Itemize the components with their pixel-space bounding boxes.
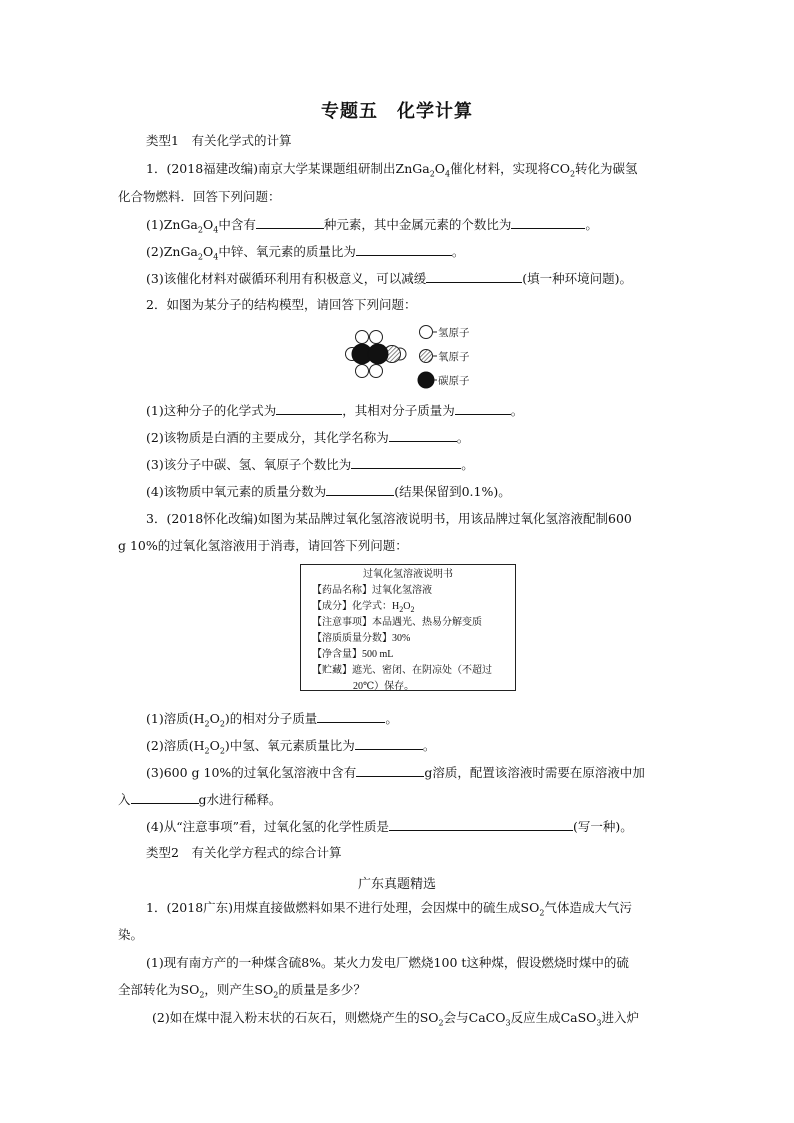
- instruction-line: 【贮藏】遮光、密闭、在阴凉处（不超过: [312, 665, 492, 676]
- answer-blank[interactable]: [389, 818, 573, 831]
- molecule-figure: [340, 318, 510, 390]
- t2-q1-stem-line2: 染。: [118, 927, 144, 942]
- q3-part1: (1)溶质$(H_2O_2)$的相对分子质量 。: [146, 711, 398, 729]
- page-title: 专题五 化学计算: [321, 101, 473, 122]
- instruction-title: 过氧化氢溶液说明书: [363, 569, 453, 580]
- answer-blank[interactable]: [276, 402, 342, 415]
- q1-part1: $(1)ZnGa_2O_4$中含有 种元素，其中金属元素的个数比为 。: [146, 217, 598, 235]
- instruction-line: 【净含量】500 mL: [312, 649, 394, 660]
- answer-blank[interactable]: [355, 737, 423, 750]
- t2-q1-stem-line1: 1．(2018广东)用煤直接做燃料如果不进行处理，会因煤中的硫生成$SO_2$气体造成大气污: [146, 900, 632, 918]
- instruction-line: 【注意事项】本品遇光、热易分解变质: [312, 617, 482, 628]
- subheading-guangdong: 广东真题精选: [357, 877, 436, 892]
- q3-part2: (2)溶质$(H_2O_2)$中氢、氧元素质量比为 。: [146, 738, 436, 756]
- q3-part3-line2: 入 g水进行稀释。: [118, 792, 282, 807]
- q3-part4: (4)从“注意事项”看，过氧化氢的化学性质是 (写一种)。: [146, 819, 633, 834]
- answer-blank[interactable]: [356, 243, 452, 256]
- instruction-line: 【药品名称】过氧化氢溶液: [312, 585, 432, 596]
- answer-blank[interactable]: [131, 791, 199, 804]
- legend-carbon-icon: [418, 372, 434, 388]
- q2-part2: (2)该物质是白酒的主要成分，其化学名称为 。: [146, 430, 470, 445]
- hydrogen-atom: [356, 331, 369, 344]
- answer-blank[interactable]: [356, 764, 424, 777]
- q3-stem-line1: 3．(2018怀化改编)如图为某品牌过氧化氢溶液说明书，用该品牌过氧化氢溶液配制600: [146, 511, 632, 526]
- q3-stem-line2: g 10%的过氧化氢溶液用于消毒，请回答下列问题：: [118, 538, 408, 553]
- legend-oxygen-icon: [420, 350, 433, 363]
- t2-q1-part1-line1: (1)现有南方产的一种煤含硫8%。某火力发电厂燃烧100 t这种煤，假设燃烧时煤中的硫: [146, 955, 629, 970]
- legend-hydrogen-icon: [420, 326, 433, 339]
- instruction-line: 【溶质质量分数】30%: [312, 633, 411, 644]
- hydrogen-atom: [356, 365, 369, 378]
- answer-blank[interactable]: [317, 710, 385, 723]
- legend-oxygen-label: 氧原子: [438, 351, 470, 363]
- section-heading-type2: 类型2 有关化学方程式的综合计算: [146, 845, 342, 860]
- hydrogen-atom: [370, 365, 383, 378]
- answer-blank[interactable]: [511, 216, 585, 229]
- q1-part3: (3)该催化材料对碳循环利用有积极意义，可以减缓 (填一种环境问题)。: [146, 271, 632, 286]
- instruction-line: 20℃）保存。: [353, 681, 415, 692]
- q3-part3-line1: (3)600 g 10%的过氧化氢溶液中含有 g溶质，配置该溶液时需要在原溶液中加: [146, 765, 645, 780]
- section-heading-type1: 类型1 有关化学式的计算: [146, 133, 292, 148]
- answer-blank[interactable]: [389, 429, 457, 442]
- legend-carbon-label: 碳原子: [438, 375, 470, 387]
- q1-stem-line1: 1．(2018福建改编)南京大学某课题组研制出$ZnGa_2O_4$催化材料，实现将$CO_2$转化为碳氢: [146, 161, 638, 179]
- q2-part4: (4)该物质中氧元素的质量分数为 (结果保留到0.1%)。: [146, 484, 511, 499]
- carbon-atom: [368, 344, 388, 364]
- answer-blank[interactable]: [455, 402, 511, 415]
- legend-hydrogen-label: 氢原子: [438, 327, 470, 339]
- q2-part3: (3)该分子中碳、氢、氧原子个数比为 。: [146, 457, 474, 472]
- q2-stem: 2．如图为某分子的结构模型，请回答下列问题：: [146, 297, 417, 312]
- q1-stem-line2: 化合物燃料．回答下列问题：: [118, 189, 281, 204]
- t2-q1-part2: (2)如在煤中混入粉末状的石灰石，则燃烧产生的$SO_2$会与CaCO$_3$反应生成CaSO$_3$进入炉: [152, 1010, 639, 1028]
- answer-blank[interactable]: [426, 270, 522, 283]
- q1-part2: $(2)ZnGa_2O_4$中锌、氧元素的质量比为 。: [146, 244, 465, 262]
- hydrogen-atom: [370, 331, 383, 344]
- instruction-line: 【成分】化学式：$H_2O_2$: [312, 601, 415, 614]
- molecule-model-svg: [340, 318, 510, 390]
- q2-part1: (1)这种分子的化学式为 ，其相对分子质量为 。: [146, 403, 524, 418]
- answer-blank[interactable]: [256, 216, 324, 229]
- instruction-box: [300, 564, 516, 691]
- answer-blank[interactable]: [326, 483, 394, 496]
- t2-q1-part1-line2: 全部转化为$SO_2$，则产生$SO_2$的质量是多少？: [118, 982, 366, 1000]
- answer-blank[interactable]: [351, 456, 461, 469]
